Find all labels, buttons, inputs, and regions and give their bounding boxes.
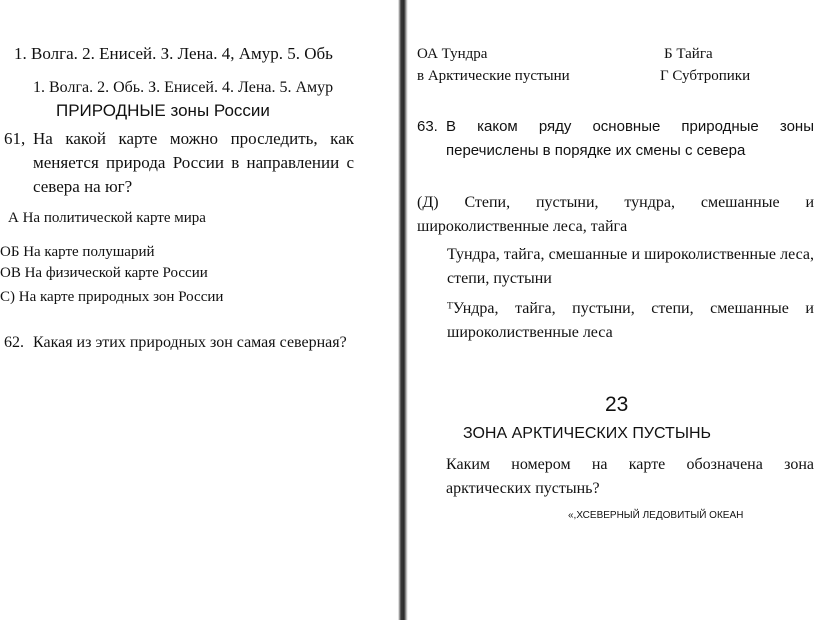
q63-option-b: Тундра, тайга, смешанные и широколиственные леса, степи, пустыни xyxy=(447,246,814,287)
q62-option-c: в Арктические пустыни xyxy=(417,68,570,84)
q62-option-b: Б Тайга xyxy=(664,46,713,62)
q61-option-a: А На политической карте мира xyxy=(8,210,206,226)
question-63-text: В каком ряду основные природные зоны перечислены в порядке их смены с севера xyxy=(446,118,814,159)
q62-option-a: ОА Тундра xyxy=(417,46,488,62)
q61-option-c: ОВ На физической карте России xyxy=(0,265,208,281)
question-63-number: 63. xyxy=(417,118,438,135)
q63-option-c: ᵀУндра, тайга, пустыни, степи, смешанные и широколиственные леса xyxy=(447,300,814,341)
right-page xyxy=(408,0,816,620)
rivers-line-1: 1. Волга. 2. Енисей. З. Лена. 4, Амур. 5. Обь xyxy=(14,44,333,63)
question-61-number: 61, xyxy=(4,129,26,148)
zone-title: ЗОНА АРКТИЧЕСКИХ ПУСТЫНЬ xyxy=(463,425,712,442)
rivers-line-2: 1. Волга. 2. Обь. З. Енисей. 4. Лена. 5. Амур xyxy=(33,79,334,96)
q62-option-d: Г Субтропики xyxy=(660,68,751,84)
book-spine xyxy=(398,0,408,620)
q61-option-d: С) На карте природных зон России xyxy=(0,289,224,305)
q61-option-b: ОБ На карте полушарий xyxy=(0,244,155,260)
question-62-text: Какая из этих природных зон самая северная? xyxy=(33,334,347,351)
zone-question: Каким номером на карте обозначена зона арктических пустынь? xyxy=(446,456,814,497)
question-62-number: 62. xyxy=(4,334,24,351)
q63-option-a: (Д) Степи, пустыни, тундра, смешанные и широколиственные леса, тайга xyxy=(417,194,814,235)
question-61-text: На какой карте можно проследить, как меняется природа России в направлении с севера на юг? xyxy=(33,129,354,196)
map-label: «,ХСЕВЕРНЫЙ ЛЕДОВИТЫЙ ОКЕАН xyxy=(568,510,744,521)
page-number: 23 xyxy=(605,393,629,416)
left-page xyxy=(0,0,398,620)
section-heading: ПРИРОДНЫЕ зоны России xyxy=(56,101,270,120)
